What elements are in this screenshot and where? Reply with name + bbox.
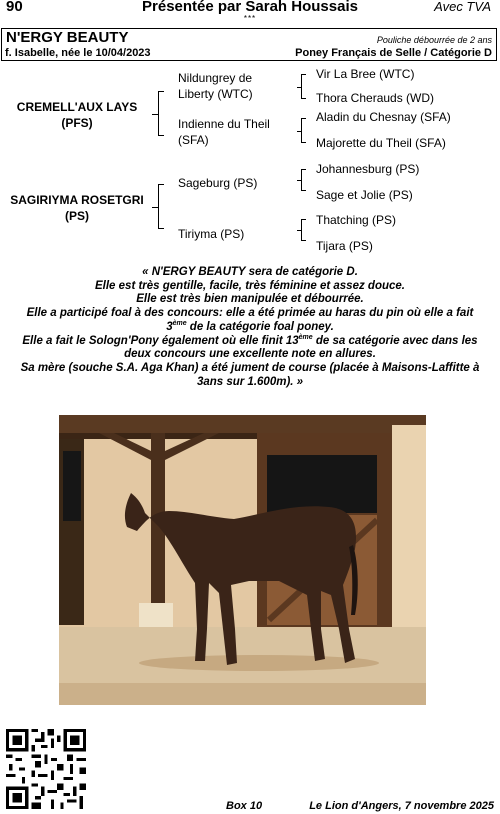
description: « N'ERGY BEAUTY sera de catégorie D. Elle est très gentille, facile, très féminine et assez douce. Elle est très bien manipulée et débourrée. Elle a participé foal à des concours: elle a été primée au haras du pin où elle a fait 3ème de la catégorie foal poney. Elle a fait le Sologn'Pony également où elle finit 13ème de sa catégorie avec dans les deux concours une excellente note en allures. Sa mère (souche S.A. Aga Khan) a été jument de course (placée à Maisons-Laffitte à 3ans sur 1.600m). »: [20, 266, 480, 388]
pedigree-dd-dam: Tijara (PS): [316, 239, 373, 253]
pedigree-sire-dam: Indienne du Theil (SFA): [178, 117, 270, 147]
pedigree-dam: SAGIRIYMA ROSETGRI (PS): [10, 193, 144, 223]
pedigree-dam-sire: Sageburg (PS): [178, 176, 258, 190]
bracket: [301, 219, 306, 241]
pedigree-sd-dam: Majorette du Theil (SFA): [316, 136, 446, 150]
pedigree-ds-sire: Johannesburg (PS): [316, 162, 420, 176]
bracket: [301, 118, 306, 143]
pedigree-ds-dam: Sage et Jolie (PS): [316, 188, 413, 202]
horse-status: Pouliche débourrée de 2 ans: [376, 35, 492, 45]
vat-note: Avec TVA: [434, 0, 491, 14]
presenter: Présentée par Sarah Houssais: [142, 0, 358, 15]
sex-birth-date: f. Isabelle, née le 10/04/2023: [5, 47, 151, 59]
horse-photo: [59, 415, 426, 705]
lot-number: 90: [6, 0, 23, 15]
horse-name: N'ERGY BEAUTY: [6, 29, 129, 46]
bracket: [158, 184, 164, 229]
place-date: Le Lion d'Angers, 7 novembre 2025: [309, 800, 494, 812]
pedigree-dam-dam: Tiriyma (PS): [178, 227, 245, 241]
pedigree-sire: CREMELL'AUX LAYS (PFS): [16, 100, 138, 130]
separator-stars: ***: [243, 14, 257, 23]
pedigree-ss-sire: Vir La Bree (WTC): [316, 67, 415, 81]
pedigree-ss-dam: Thora Cherauds (WD): [316, 91, 435, 105]
pedigree-sd-sire: Aladin du Chesnay (SFA): [316, 110, 451, 124]
box-number: Box 10: [226, 800, 263, 812]
bracket: [301, 74, 306, 99]
breed-category: Poney Français de Selle / Catégorie D: [295, 47, 492, 59]
qr-code[interactable]: [6, 729, 86, 809]
pedigree-dd-sire: Thatching (PS): [316, 213, 397, 227]
pedigree-sire-sire: Nildungrey de Liberty (WTC): [178, 71, 253, 101]
bracket: [301, 169, 306, 191]
bracket: [158, 91, 164, 136]
